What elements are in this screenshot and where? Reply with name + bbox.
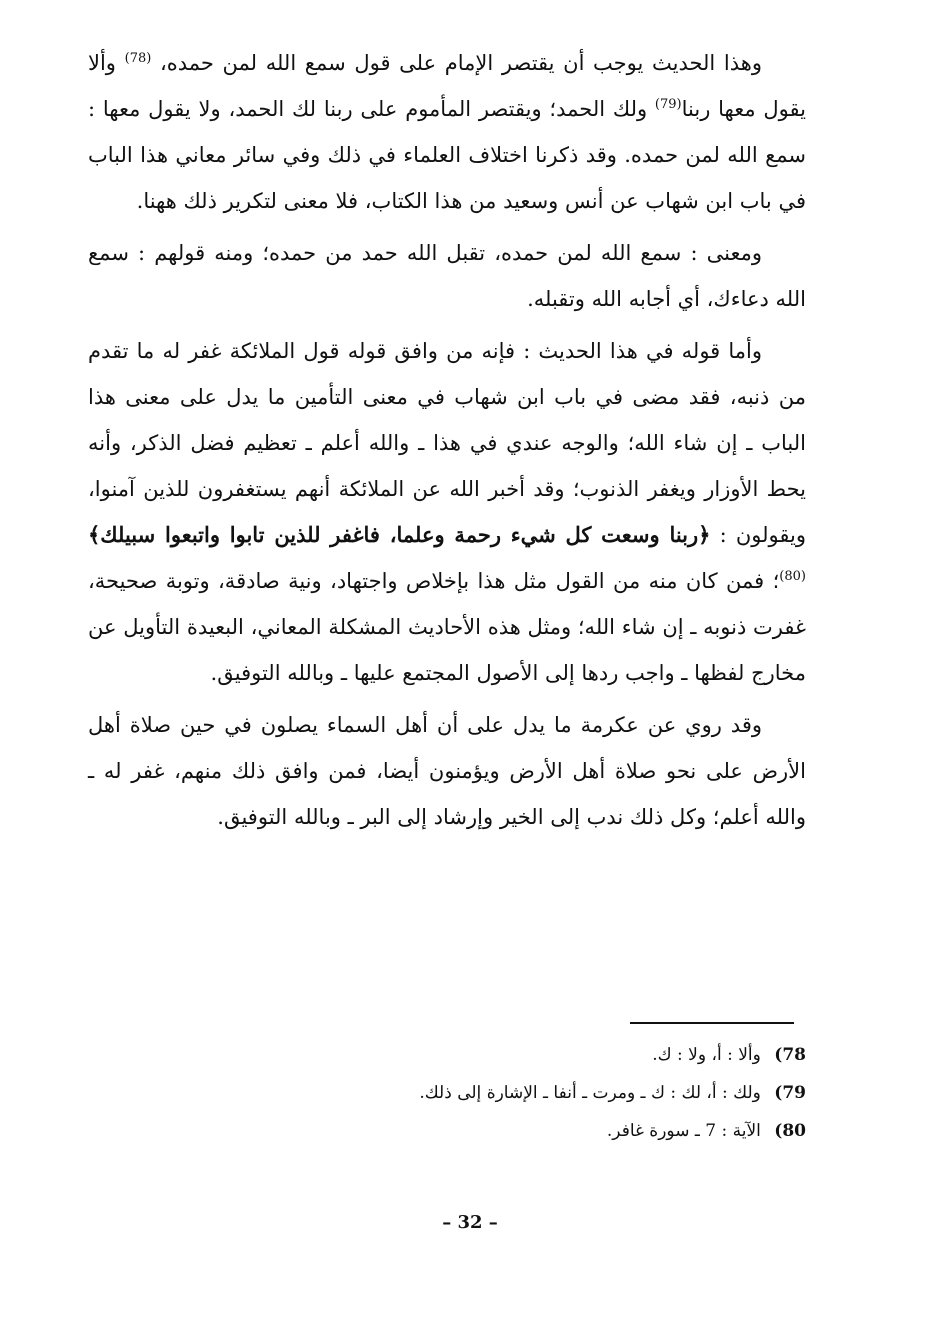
- paragraph-3-part-a: وأما قوله في هذا الحديث : فإنه من وافق قوله قول الملائكة غفر له ما تقدم من ذنبه، فقد مضى في باب ابن شهاب في معنى التأمين ما يدل على معنى هذا الباب ـ إن شاء الله؛ والوجه عندي في هذا ـ والله أعلم ـ تعظيم فضل الذكر، وأنه يحط الأوزار ويغفر الذنوب؛ وقد أخبر الله عن الملائكة أنهم يستغفرون للذين آمنوا، ويقولون :: [88, 339, 806, 547]
- footnote-divider: [630, 1022, 794, 1024]
- footnote-text: ولك : أ، لك : ك ـ ومرت ـ أنفا ـ الإشارة إلى ذلك.: [419, 1083, 761, 1103]
- footnote-ref-78: (78): [124, 51, 152, 66]
- paragraph-3-part-b: ؛ فمن كان منه من القول مثل هذا بإخلاص واجتهاد، ونية صادقة، وتوبة صحيحة، غفرت ذنوبه ـ إن شاء الله؛ ومثل هذه الأحاديث المشكلة المعاني، البعيدة التأويل عن مخارج لفظها ـ واجب ردها إلى الأصول المجتمع عليها ـ وبالله التوفيق.: [88, 569, 806, 685]
- footnote-number: 80): [774, 1121, 806, 1141]
- footnote-ref-80: (80): [779, 569, 806, 584]
- footnote-text: وألا : أ، ولا : ك.: [652, 1045, 761, 1065]
- footnote-80: [88, 1112, 806, 1150]
- page-number: – 32 –: [442, 1212, 498, 1233]
- footnote-78: [88, 1036, 806, 1074]
- quran-verse: ﴿ربنا وسعت كل شيء رحمة وعلما، فاغفر للذين تابوا واتبعوا سبيلك﴾: [88, 522, 711, 547]
- paragraph-1-part-c: ولك الحمد؛ ويقتصر المأموم على ربنا لك الحمد، ولا يقول معها : سمع الله لمن حمده. وقد ذكرنا اختلاف العلماء في ذلك وفي سائر معاني هذا الباب في باب ابن شهاب عن أنس وسعيد من هذا الكتاب، فلا معنى لتكرير ذلك ههنا.: [88, 97, 806, 213]
- footnotes: [88, 1036, 806, 1150]
- paragraph-2: ومعنى : سمع الله لمن حمده، تقبل الله حمد من حمده؛ ومنه قولهم : سمع الله دعاءك، أي أجابه الله وتقبله.: [88, 241, 806, 311]
- footnote-text: الآية : 7 ـ سورة غافر.: [606, 1121, 761, 1141]
- footnote-number: 79): [774, 1083, 806, 1103]
- paragraph-1-part-b: وألا يقول معها ربنا: [88, 51, 806, 121]
- paragraph-3: [88, 328, 806, 696]
- paragraph-1: [88, 40, 806, 224]
- paragraph-4: وقد روي عن عكرمة ما يدل على أن أهل السماء يصلون في حين صلاة أهل الأرض على نحو صلاة أهل الأرض ويؤمنون أيضا، فمن وافق ذلك منهم، غفر له ـ والله أعلم؛ وكل ذلك ندب إلى الخير وإرشاد إلى البر ـ وبالله التوفيق.: [88, 713, 806, 829]
- footnote-number: 78): [774, 1045, 806, 1065]
- paragraph-1-part-a: وهذا الحديث يوجب أن يقتصر الإمام على قول سمع الله لمن حمده،: [159, 51, 762, 75]
- footnote-79: [88, 1074, 806, 1112]
- body-text: [88, 40, 806, 846]
- footnote-ref-79: (79): [654, 97, 682, 112]
